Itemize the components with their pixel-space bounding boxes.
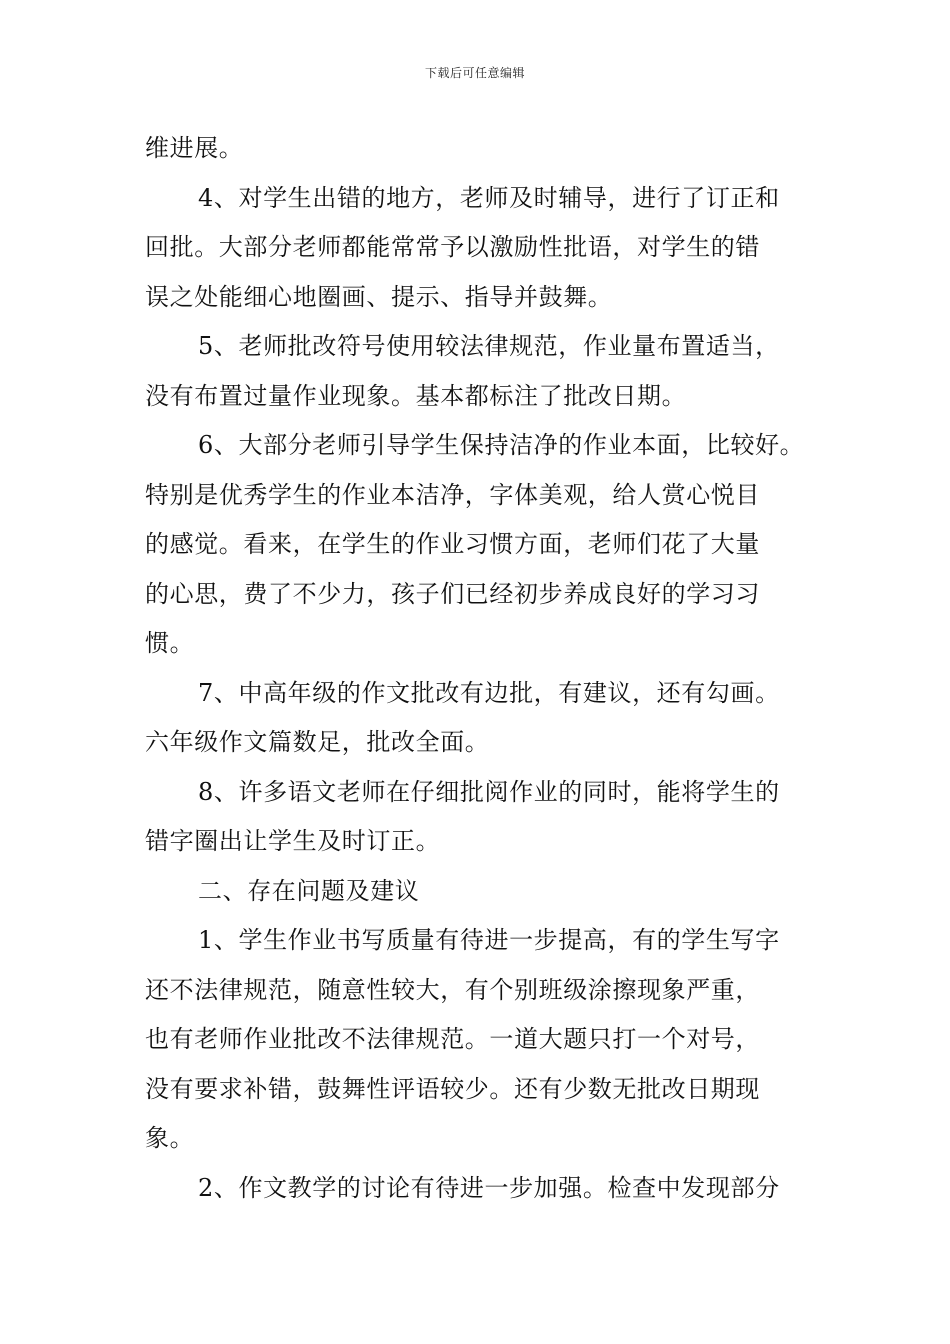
paragraph-line: 1、学生作业书写质量有待进一步提高，有的学生写字: [198, 926, 780, 954]
paragraph-line: 7、中高年级的作文批改有边批，有建议，还有勾画。: [198, 678, 780, 707]
paragraph-line: 8、许多语文老师在仔细批阅作业的同时，能将学生的: [198, 777, 780, 806]
paragraph-line: 特别是优秀学生的作业本洁净，字体美观，给人赏心悦目: [145, 480, 760, 509]
paragraph-line: 的感觉。看来，在学生的作业习惯方面，老师们花了大量: [145, 530, 760, 558]
paragraph-line: 还不法律规范，随意性较大，有个别班级涂擦现象严重，: [145, 975, 760, 1004]
page-header-note: 下载后可任意编辑: [424, 66, 525, 80]
paragraph-line: 惯。: [145, 629, 195, 657]
document-body: [145, 124, 835, 1213]
paragraph-line: 二、存在问题及建议: [198, 876, 420, 905]
paragraph-line: 维进展。: [145, 134, 244, 162]
paragraph-line: 误之处能细心地圈画、提示、指导并鼓舞。: [145, 282, 613, 311]
paragraph-line: 没有要求补错，鼓舞性评语较少。还有少数无批改日期现: [145, 1074, 760, 1103]
paragraph-line: 5、老师批改符号使用较法律规范，作业量布置适当，: [198, 332, 780, 360]
paragraph-line: 回批。大部分老师都能常常予以激励性批语，对学生的错: [145, 233, 760, 261]
paragraph-line: 六年级作文篇数足，批改全面。: [145, 728, 490, 756]
paragraph-line: 也有老师作业批改不法律规范。一道大题只打一个对号，: [145, 1025, 760, 1053]
paragraph-line: 的心思，费了不少力，孩子们已经初步养成良好的学习习: [145, 579, 760, 608]
paragraph-line: 6、大部分老师引导学生保持洁净的作业本面，比较好。: [198, 431, 805, 459]
paragraph-line: 错字圈出让学生及时订正。: [145, 827, 441, 855]
paragraph-line: 没有布置过量作业现象。基本都标注了批改日期。: [145, 381, 687, 410]
paragraph-line: 象。: [145, 1124, 195, 1152]
paragraph-line: 4、对学生出错的地方，老师及时辅导，进行了订正和: [198, 183, 780, 212]
paragraph-line: 2、作文教学的讨论有待进一步加强。检查中发现部分: [198, 1173, 780, 1202]
